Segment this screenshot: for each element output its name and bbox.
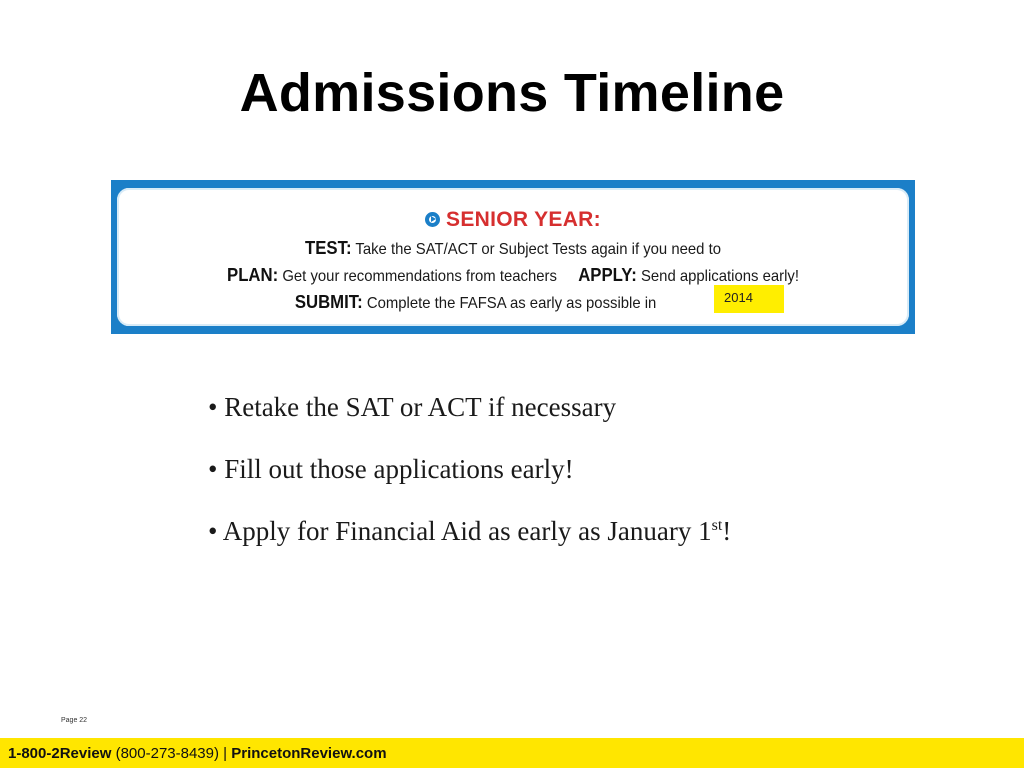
footer-phone-number: (800-273-8439)	[115, 745, 219, 762]
plan-text: Get your recommendations from teachers	[282, 268, 557, 285]
test-label: TEST:	[305, 238, 352, 258]
bullet-text-financial-aid: Apply for Financial Aid as early as January 1	[222, 516, 712, 546]
footer-website[interactable]: PrincetonReview.com	[231, 745, 387, 762]
bullet-text-retake: Retake the SAT or ACT if necessary	[224, 392, 617, 422]
banner-test-line	[145, 238, 882, 259]
bullet-item: • Retake the SAT or ACT if necessary	[208, 392, 617, 422]
bullet-exclamation: !	[722, 516, 732, 546]
footer-bar	[0, 738, 1024, 768]
year-highlight: 2014	[714, 285, 784, 313]
page-number: Page 22	[61, 717, 88, 724]
slide-title: Admissions Timeline	[239, 63, 785, 123]
banner-plan-apply-line	[145, 265, 882, 286]
submit-text: Complete the FAFSA as early as possible in	[366, 295, 657, 312]
submit-label: SUBMIT:	[294, 292, 363, 312]
apply-label: APPLY:	[578, 265, 637, 285]
banner-heading-text: SENIOR YEAR:	[446, 208, 601, 231]
senior-year-banner	[111, 180, 915, 334]
bullet-text-applications: Fill out those applications early!	[224, 454, 574, 484]
plan-label: PLAN:	[227, 265, 279, 285]
bullet-item: • Fill out those applications early!	[208, 454, 574, 484]
footer-separator: |	[223, 745, 228, 762]
footer-phone-word: 1-800-2Review	[8, 745, 112, 762]
banner-panel	[117, 188, 909, 326]
bullet-list	[208, 392, 731, 578]
footer-text	[8, 745, 387, 762]
ordinal-suffix: st	[711, 517, 723, 534]
bullet-item: • Apply for Financial Aid as early as January 1st!	[208, 516, 732, 546]
apply-text: Send applications early!	[640, 268, 799, 285]
test-text: Take the SAT/ACT or Subject Tests again if you need to	[355, 241, 721, 258]
circle-arrow-icon	[425, 212, 440, 227]
banner-heading	[117, 208, 909, 232]
